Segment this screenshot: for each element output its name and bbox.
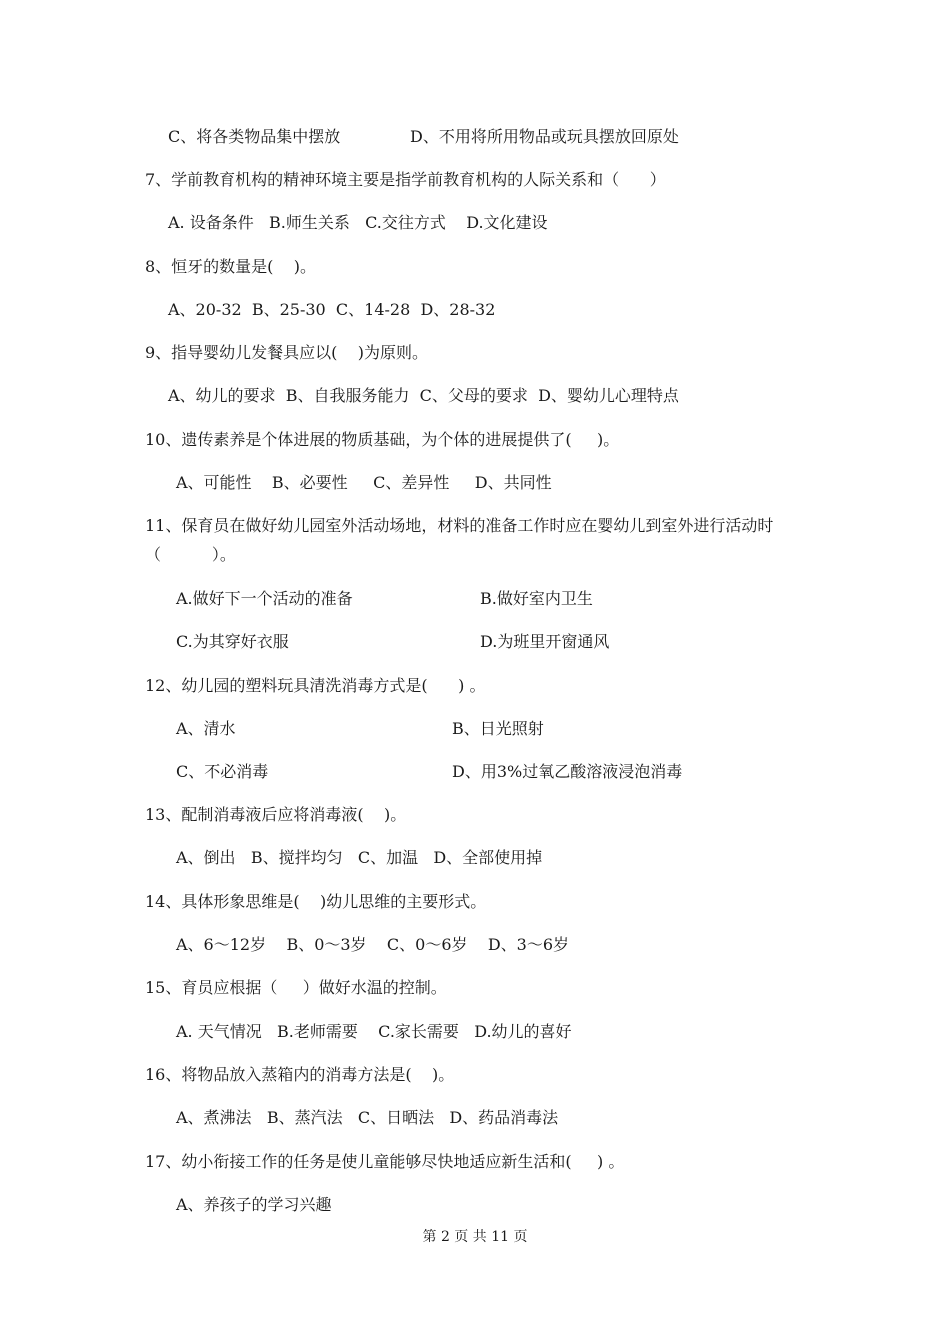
question-11-option-d: D.为班里开窗通风 — [480, 632, 610, 651]
question-11: 11、保育员在做好幼儿园室外活动场地，材料的准备工作时应在婴幼儿到室外进行活动时 — [145, 516, 774, 535]
question-9-options: A、幼儿的要求 B、自我服务能力 C、父母的要求 D、婴幼儿心理特点 — [168, 386, 679, 405]
question-16-options: A、煮沸法 B、蒸汽法 C、日晒法 D、药品消毒法 — [176, 1108, 559, 1127]
question-11-option-b: B.做好室内卫生 — [480, 589, 593, 608]
question-8-options: A、20-32 B、25-30 C、14-28 D、28-32 — [168, 300, 496, 319]
question-13-options: A、倒出 B、搅拌均匀 C、加温 D、全部使用掉 — [176, 848, 543, 867]
question-9: 9、指导婴幼儿发餐具应以( )为原则。 — [145, 343, 429, 362]
question-11-blank: （ ）。 — [145, 545, 236, 564]
q6-option-c: C、将各类物品集中摆放 — [168, 127, 341, 146]
question-17: 17、幼小衔接工作的任务是使儿童能够尽快地适应新生活和( ) 。 — [145, 1152, 625, 1171]
question-12-option-d: D、用3%过氧乙酸溶液浸泡消毒 — [452, 762, 683, 781]
question-12: 12、幼儿园的塑料玩具清洗消毒方式是( ) 。 — [145, 676, 486, 695]
question-15-options: A. 天气情况 B.老师需要 C.家长需要 D.幼儿的喜好 — [176, 1022, 572, 1041]
question-7-options: A. 设备条件 B.师生关系 C.交往方式 D.文化建设 — [168, 213, 548, 232]
question-16: 16、将物品放入蒸箱内的消毒方法是( )。 — [145, 1065, 455, 1084]
question-10-options: A、可能性 B、必要性 C、差异性 D、共同性 — [176, 473, 552, 492]
question-11-option-a: A.做好下一个活动的准备 — [176, 589, 353, 608]
question-12-option-c: C、不必消毒 — [176, 762, 269, 781]
question-8: 8、恒牙的数量是( )。 — [145, 257, 317, 276]
question-14-options: A、6～12岁 B、0～3岁 C、0～6岁 D、3～6岁 — [176, 935, 570, 954]
question-14: 14、具体形象思维是( )幼儿思维的主要形式。 — [145, 892, 487, 911]
question-17-option-a: A、养孩子的学习兴趣 — [176, 1195, 332, 1214]
question-12-option-b: B、日光照射 — [452, 719, 544, 738]
page-footer: 第 2 页 共 11 页 — [422, 1229, 528, 1245]
q6-option-d: D、不用将所用物品或玩具摆放回原处 — [410, 127, 679, 146]
question-12-option-a: A、清水 — [176, 719, 236, 738]
question-10: 10、遗传素养是个体进展的物质基础，为个体的进展提供了( )。 — [145, 430, 620, 449]
question-15: 15、育员应根据（ ）做好水温的控制。 — [145, 978, 447, 997]
question-7: 7、学前教育机构的精神环境主要是指学前教育机构的人际关系和（ ） — [145, 170, 666, 189]
question-13: 13、配制消毒液后应将消毒液( )。 — [145, 805, 407, 824]
question-11-option-c: C.为其穿好衣服 — [176, 632, 289, 651]
